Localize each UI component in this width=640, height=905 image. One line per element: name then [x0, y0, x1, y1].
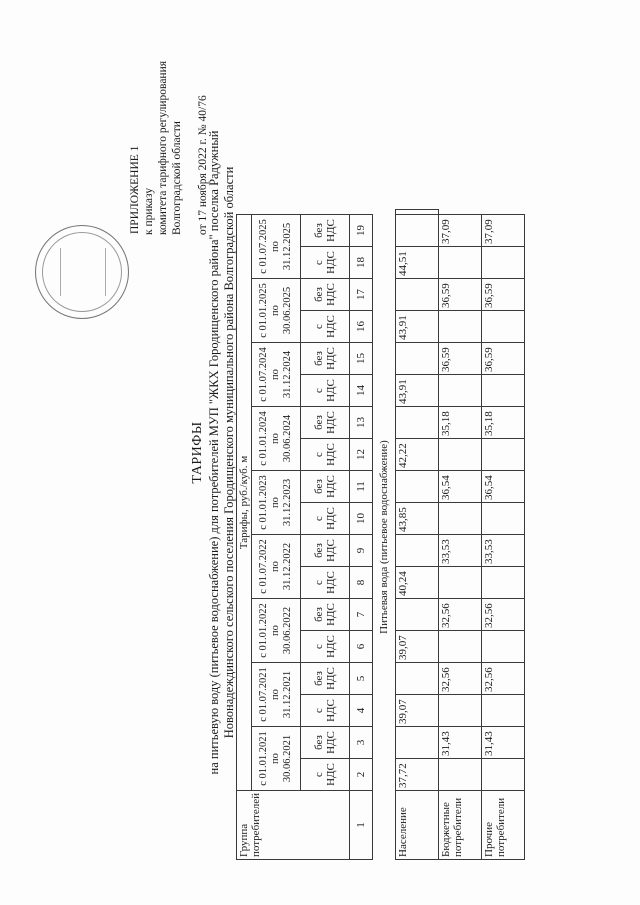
vat-without-header: без НДС — [301, 279, 350, 311]
vat-with-header: с НДС — [301, 375, 350, 407]
tariff-value-cell — [482, 311, 525, 343]
column-number: 16 — [350, 311, 373, 343]
vat-without-header: без НДС — [301, 215, 350, 247]
table-row — [396, 210, 439, 860]
column-number: 1 — [350, 791, 373, 860]
appendix-region: Волгоградской области — [171, 121, 183, 235]
vat-with-header: с НДС — [301, 567, 350, 599]
tariff-value-cell: 33,53 — [439, 535, 482, 567]
tariff-value-cell — [439, 631, 482, 663]
vat-row — [301, 210, 350, 860]
tariff-value-cell — [396, 215, 439, 247]
tariff-value-cell: 36,54 — [439, 471, 482, 503]
vat-without-header: без НДС — [301, 599, 350, 631]
column-number: 18 — [350, 247, 373, 279]
vat-with-header: с НДС — [301, 311, 350, 343]
tariff-table — [236, 209, 525, 860]
tariff-value-cell: 37,09 — [439, 215, 482, 247]
vat-with-header: с НДС — [301, 631, 350, 663]
table-row — [482, 210, 525, 860]
tariff-value-cell — [439, 375, 482, 407]
tariff-value-cell — [482, 439, 525, 471]
section-row — [373, 210, 396, 860]
vat-without-header: без НДС — [301, 727, 350, 759]
vat-without-header: без НДС — [301, 471, 350, 503]
period-header: с 01.07.2021 по 31.12.2021 — [252, 663, 301, 727]
tariff-value-cell: 32,56 — [439, 663, 482, 695]
tariff-value-cell — [439, 439, 482, 471]
vat-with-header: с НДС — [301, 695, 350, 727]
tariff-value-cell: 43,91 — [396, 375, 439, 407]
column-number: 11 — [350, 471, 373, 503]
vat-without-header: без НДС — [301, 535, 350, 567]
tariff-value-cell — [396, 599, 439, 631]
column-number: 6 — [350, 631, 373, 663]
table-row — [439, 210, 482, 860]
period-header: с 01.01.2022 по 30.06.2022 — [252, 599, 301, 663]
tariff-value-cell — [439, 695, 482, 727]
tariff-value-cell: 36,59 — [482, 343, 525, 375]
vat-with-header: с НДС — [301, 759, 350, 791]
tariff-value-cell: 40,24 — [396, 567, 439, 599]
tariff-value-cell — [396, 279, 439, 311]
appendix-committee: комитета тарифного регулирования — [157, 60, 169, 235]
document-subtitle-line2: Новонадеждинского сельского поселения Городищенского муниципального района Волгоградской области — [222, 166, 236, 739]
appendix-order-ref: к приказу — [143, 187, 155, 235]
tariff-value-cell: 37,72 — [396, 759, 439, 791]
column-number: 10 — [350, 503, 373, 535]
column-number: 3 — [350, 727, 373, 759]
appendix-label: ПРИЛОЖЕНИЕ 1 — [129, 145, 141, 234]
tariff-value-cell: 36,59 — [439, 279, 482, 311]
appendix-date: от 17 ноября 2022 г. № 40/76 — [197, 95, 209, 235]
column-number: 9 — [350, 535, 373, 567]
tariff-value-cell — [396, 535, 439, 567]
vat-with-header: с НДС — [301, 439, 350, 471]
tariff-value-cell — [396, 407, 439, 439]
period-header: с 01.01.2024 по 30.06.2024 — [252, 407, 301, 471]
period-header: с 01.07.2022 по 31.12.2022 — [252, 535, 301, 599]
tariff-value-cell — [482, 503, 525, 535]
tariff-value-cell: 39,07 — [396, 631, 439, 663]
tariff-value-cell: 32,56 — [439, 599, 482, 631]
periods-row — [252, 210, 301, 860]
tariff-value-cell — [482, 567, 525, 599]
tariff-value-cell: 36,59 — [439, 343, 482, 375]
tariff-value-cell: 36,54 — [482, 471, 525, 503]
consumer-group-cell: Бюджетные потребители — [439, 791, 482, 860]
tariff-value-cell — [482, 247, 525, 279]
period-header: с 01.01.2025 по 30.06.2025 — [252, 279, 301, 343]
tariff-value-cell — [482, 631, 525, 663]
column-number: 2 — [350, 759, 373, 791]
vat-with-header: с НДС — [301, 247, 350, 279]
tariff-value-cell — [396, 663, 439, 695]
tariffs-header: Тарифы, руб./куб. м — [237, 215, 252, 791]
tariff-value-cell: 35,18 — [482, 407, 525, 439]
column-numbers-row — [350, 210, 373, 860]
column-number: 13 — [350, 407, 373, 439]
tariff-value-cell: 43,91 — [396, 311, 439, 343]
column-number: 15 — [350, 343, 373, 375]
tariff-value-cell: 33,53 — [482, 535, 525, 567]
tariff-value-cell: 43,85 — [396, 503, 439, 535]
consumer-group-cell: Население — [396, 791, 439, 860]
period-header: с 01.07.2024 по 31.12.2024 — [252, 343, 301, 407]
tariff-value-cell — [482, 759, 525, 791]
tariff-value-cell — [439, 567, 482, 599]
column-number: 19 — [350, 215, 373, 247]
tariff-value-cell: 37,09 — [482, 215, 525, 247]
column-number: 14 — [350, 375, 373, 407]
tariff-value-cell: 42,22 — [396, 439, 439, 471]
tariff-value-cell: 39,07 — [396, 695, 439, 727]
column-number: 7 — [350, 599, 373, 631]
tariff-value-cell: 32,56 — [482, 663, 525, 695]
tariff-value-cell — [439, 247, 482, 279]
vat-without-header: без НДС — [301, 343, 350, 375]
tariff-value-cell — [482, 375, 525, 407]
document-subtitle-line1: на питьевую воду (питьевое водоснабжение) для потребителей МУП "ЖКХ Городищенского района" поселка Радужный — [207, 130, 221, 775]
column-number: 5 — [350, 663, 373, 695]
section-title: Питьевая вода (питьевое водоснабжение) — [378, 440, 390, 634]
period-header: с 01.01.2023 по 31.12.2023 — [252, 471, 301, 535]
period-header: с 01.07.2025 по 31.12.2025 — [252, 215, 301, 279]
column-number: 17 — [350, 279, 373, 311]
tariff-value-cell: 32,56 — [482, 599, 525, 631]
vat-with-header: с НДС — [301, 503, 350, 535]
tariff-value-cell: 36,59 — [482, 279, 525, 311]
column-number: 4 — [350, 695, 373, 727]
tariff-value-cell: 31,43 — [439, 727, 482, 759]
column-number: 8 — [350, 567, 373, 599]
tariff-value-cell — [482, 695, 525, 727]
tariff-value-cell — [396, 471, 439, 503]
tariff-value-cell — [439, 503, 482, 535]
tariff-value-cell: 44,51 — [396, 247, 439, 279]
document-title: ТАРИФЫ — [190, 421, 205, 484]
header-row — [237, 210, 252, 860]
tariff-value-cell — [396, 210, 439, 215]
tariff-value-cell — [396, 343, 439, 375]
vat-without-header: без НДС — [301, 663, 350, 695]
tariff-value-cell: 35,18 — [439, 407, 482, 439]
tariff-value-cell — [439, 311, 482, 343]
group-header: Группа потребителей — [237, 791, 350, 860]
period-header: с 01.01.2021 по 30.06.2021 — [252, 727, 301, 791]
official-seal-stamp — [35, 225, 129, 319]
tariff-value-cell — [439, 759, 482, 791]
column-number: 12 — [350, 439, 373, 471]
tariff-value-cell: 31,43 — [482, 727, 525, 759]
tariff-value-cell — [396, 727, 439, 759]
vat-without-header: без НДС — [301, 407, 350, 439]
consumer-group-cell: Прочие потребители — [482, 791, 525, 860]
